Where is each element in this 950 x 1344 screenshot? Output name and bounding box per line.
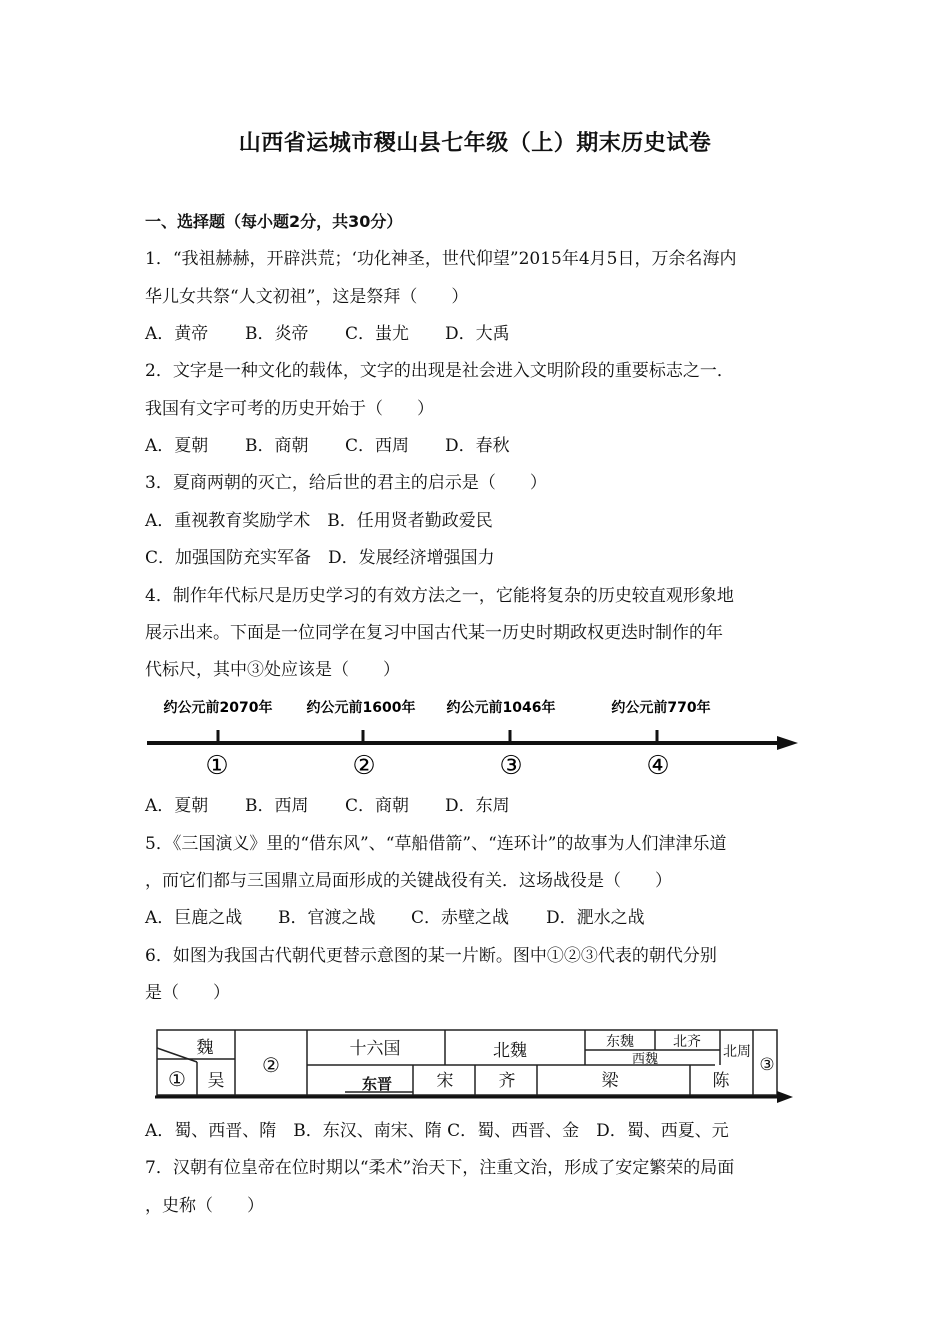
option-d: D．淝水之战	[546, 908, 645, 928]
question-2-options	[145, 434, 815, 458]
timeline-mark-2: ②	[352, 751, 376, 780]
label-sixteen-kingdoms: 十六国	[349, 1039, 401, 1059]
label-wei: 魏	[196, 1038, 214, 1058]
option-b: B．商朝	[245, 436, 309, 456]
label-xiwei: 西魏	[631, 1052, 659, 1067]
question-6-options: A．蜀、西晋、隋 B．东汉、南宋、隋 C．蜀、西晋、金 D．蜀、西夏、元	[145, 1121, 729, 1141]
question-6-line-1: 6．如图为我国古代朝代更替示意图的某一片断。图中①②③代表的朝代分别	[145, 946, 717, 966]
question-7-line-2: ，史称（ ）	[145, 1196, 264, 1216]
question-4-line-2: 展示出来。下面是一位同学在复习中国古代某一历史时期政权更迭时制作的年	[145, 623, 723, 643]
timeline-date-2: 约公元前1600年	[306, 700, 416, 716]
option-a: A．黄帝	[145, 324, 209, 344]
option-c: C．商朝	[345, 796, 410, 816]
option-a: A．夏朝	[145, 796, 209, 816]
timeline-mark-3: ③	[499, 751, 523, 780]
wei-wu-slant	[157, 1048, 197, 1062]
question-4-options	[145, 794, 815, 818]
option-d: D．春秋	[445, 436, 510, 456]
dynasty-succession-diagram	[155, 1020, 795, 1105]
question-5-options	[145, 906, 815, 930]
question-2-line-2: 我国有文字可考的历史开始于（ ）	[145, 399, 434, 419]
question-2-line-1: 2．文字是一种文化的载体，文字的出现是社会进入文明阶段的重要标志之一．	[145, 361, 734, 381]
timeline-mark-1: ①	[205, 751, 229, 780]
question-7-line-1: 7．汉朝有位皇帝在位时期以“柔术”治天下，注重文治，形成了安定繁荣的局面	[145, 1158, 735, 1178]
year-timeline-figure	[143, 690, 803, 780]
label-beiwei: 北魏	[493, 1041, 527, 1061]
option-d: D．大禹	[445, 324, 510, 344]
label-liang: 梁	[601, 1071, 619, 1091]
question-3-options-row-2: C．加强国防充实军备 D．发展经济增强国力	[145, 548, 495, 568]
option-a: A．夏朝	[145, 436, 209, 456]
question-3-options-row-1: A．重视教育奖励学术 B．任用贤者勤政爱民	[145, 511, 493, 531]
timeline-date-1: 约公元前2070年	[163, 700, 273, 716]
question-1-line-1: 1．“我祖赫赫，开辟洪荒；‘功化神圣，世代仰望”2015年4月5日，万余名海内	[145, 249, 737, 269]
option-b: B．官渡之战	[278, 908, 376, 928]
question-1-options	[145, 322, 815, 346]
page-title: 山西省运城市稷山县七年级（上）期末历史试卷	[238, 131, 712, 156]
question-1-line-2: 华儿女共祭“人文初祖”，这是祭拜（ ）	[145, 287, 469, 307]
label-qi: 齐	[498, 1071, 516, 1091]
option-c: C．西周	[345, 436, 410, 456]
option-d: D．东周	[445, 796, 510, 816]
option-b: B．西周	[245, 796, 309, 816]
label-mark-2: ②	[262, 1053, 280, 1077]
timeline-date-4: 约公元前770年	[611, 700, 711, 716]
label-dongjin: 东晋	[361, 1075, 393, 1093]
timeline-mark-4: ④	[646, 751, 670, 780]
timeline-arrowhead	[777, 736, 798, 750]
diagram-arrowhead	[777, 1091, 793, 1103]
question-4-line-1: 4．制作年代标尺是历史学习的有效方法之一，它能将复杂的历史较直观形象地	[145, 586, 734, 606]
label-chen: 陈	[712, 1071, 730, 1091]
section-heading: 一、选择题（每小题2分，共30分）	[145, 212, 403, 231]
option-c: C．赤壁之战	[411, 908, 510, 928]
label-dongwei: 东魏	[606, 1034, 634, 1050]
option-c: C．蚩尤	[345, 324, 410, 344]
question-6-line-2: 是（ ）	[145, 983, 230, 1003]
option-b: B．炎帝	[245, 324, 309, 344]
option-a: A．巨鹿之战	[145, 908, 243, 928]
question-3-line-1: 3．夏商两朝的灭亡，给后世的君主的启示是（ ）	[145, 473, 547, 493]
question-5-line-2: ，而它们都与三国鼎立局面形成的关键战役有关．这场战役是（ ）	[145, 871, 672, 891]
label-mark-3: ③	[759, 1055, 775, 1075]
question-4-line-3: 代标尺，其中③处应该是（ ）	[145, 660, 400, 680]
label-beizhou: 北周	[723, 1044, 751, 1060]
label-song: 宋	[436, 1071, 454, 1091]
label-mark-1: ①	[168, 1067, 186, 1091]
question-5-line-1: 5．《三国演义》里的“借东风”、“草船借箭”、“连环计”的故事为人们津津乐道	[145, 834, 727, 854]
label-beiqi: 北齐	[673, 1034, 701, 1050]
timeline-date-3: 约公元前1046年	[446, 700, 556, 716]
label-wu: 吴	[207, 1071, 225, 1091]
